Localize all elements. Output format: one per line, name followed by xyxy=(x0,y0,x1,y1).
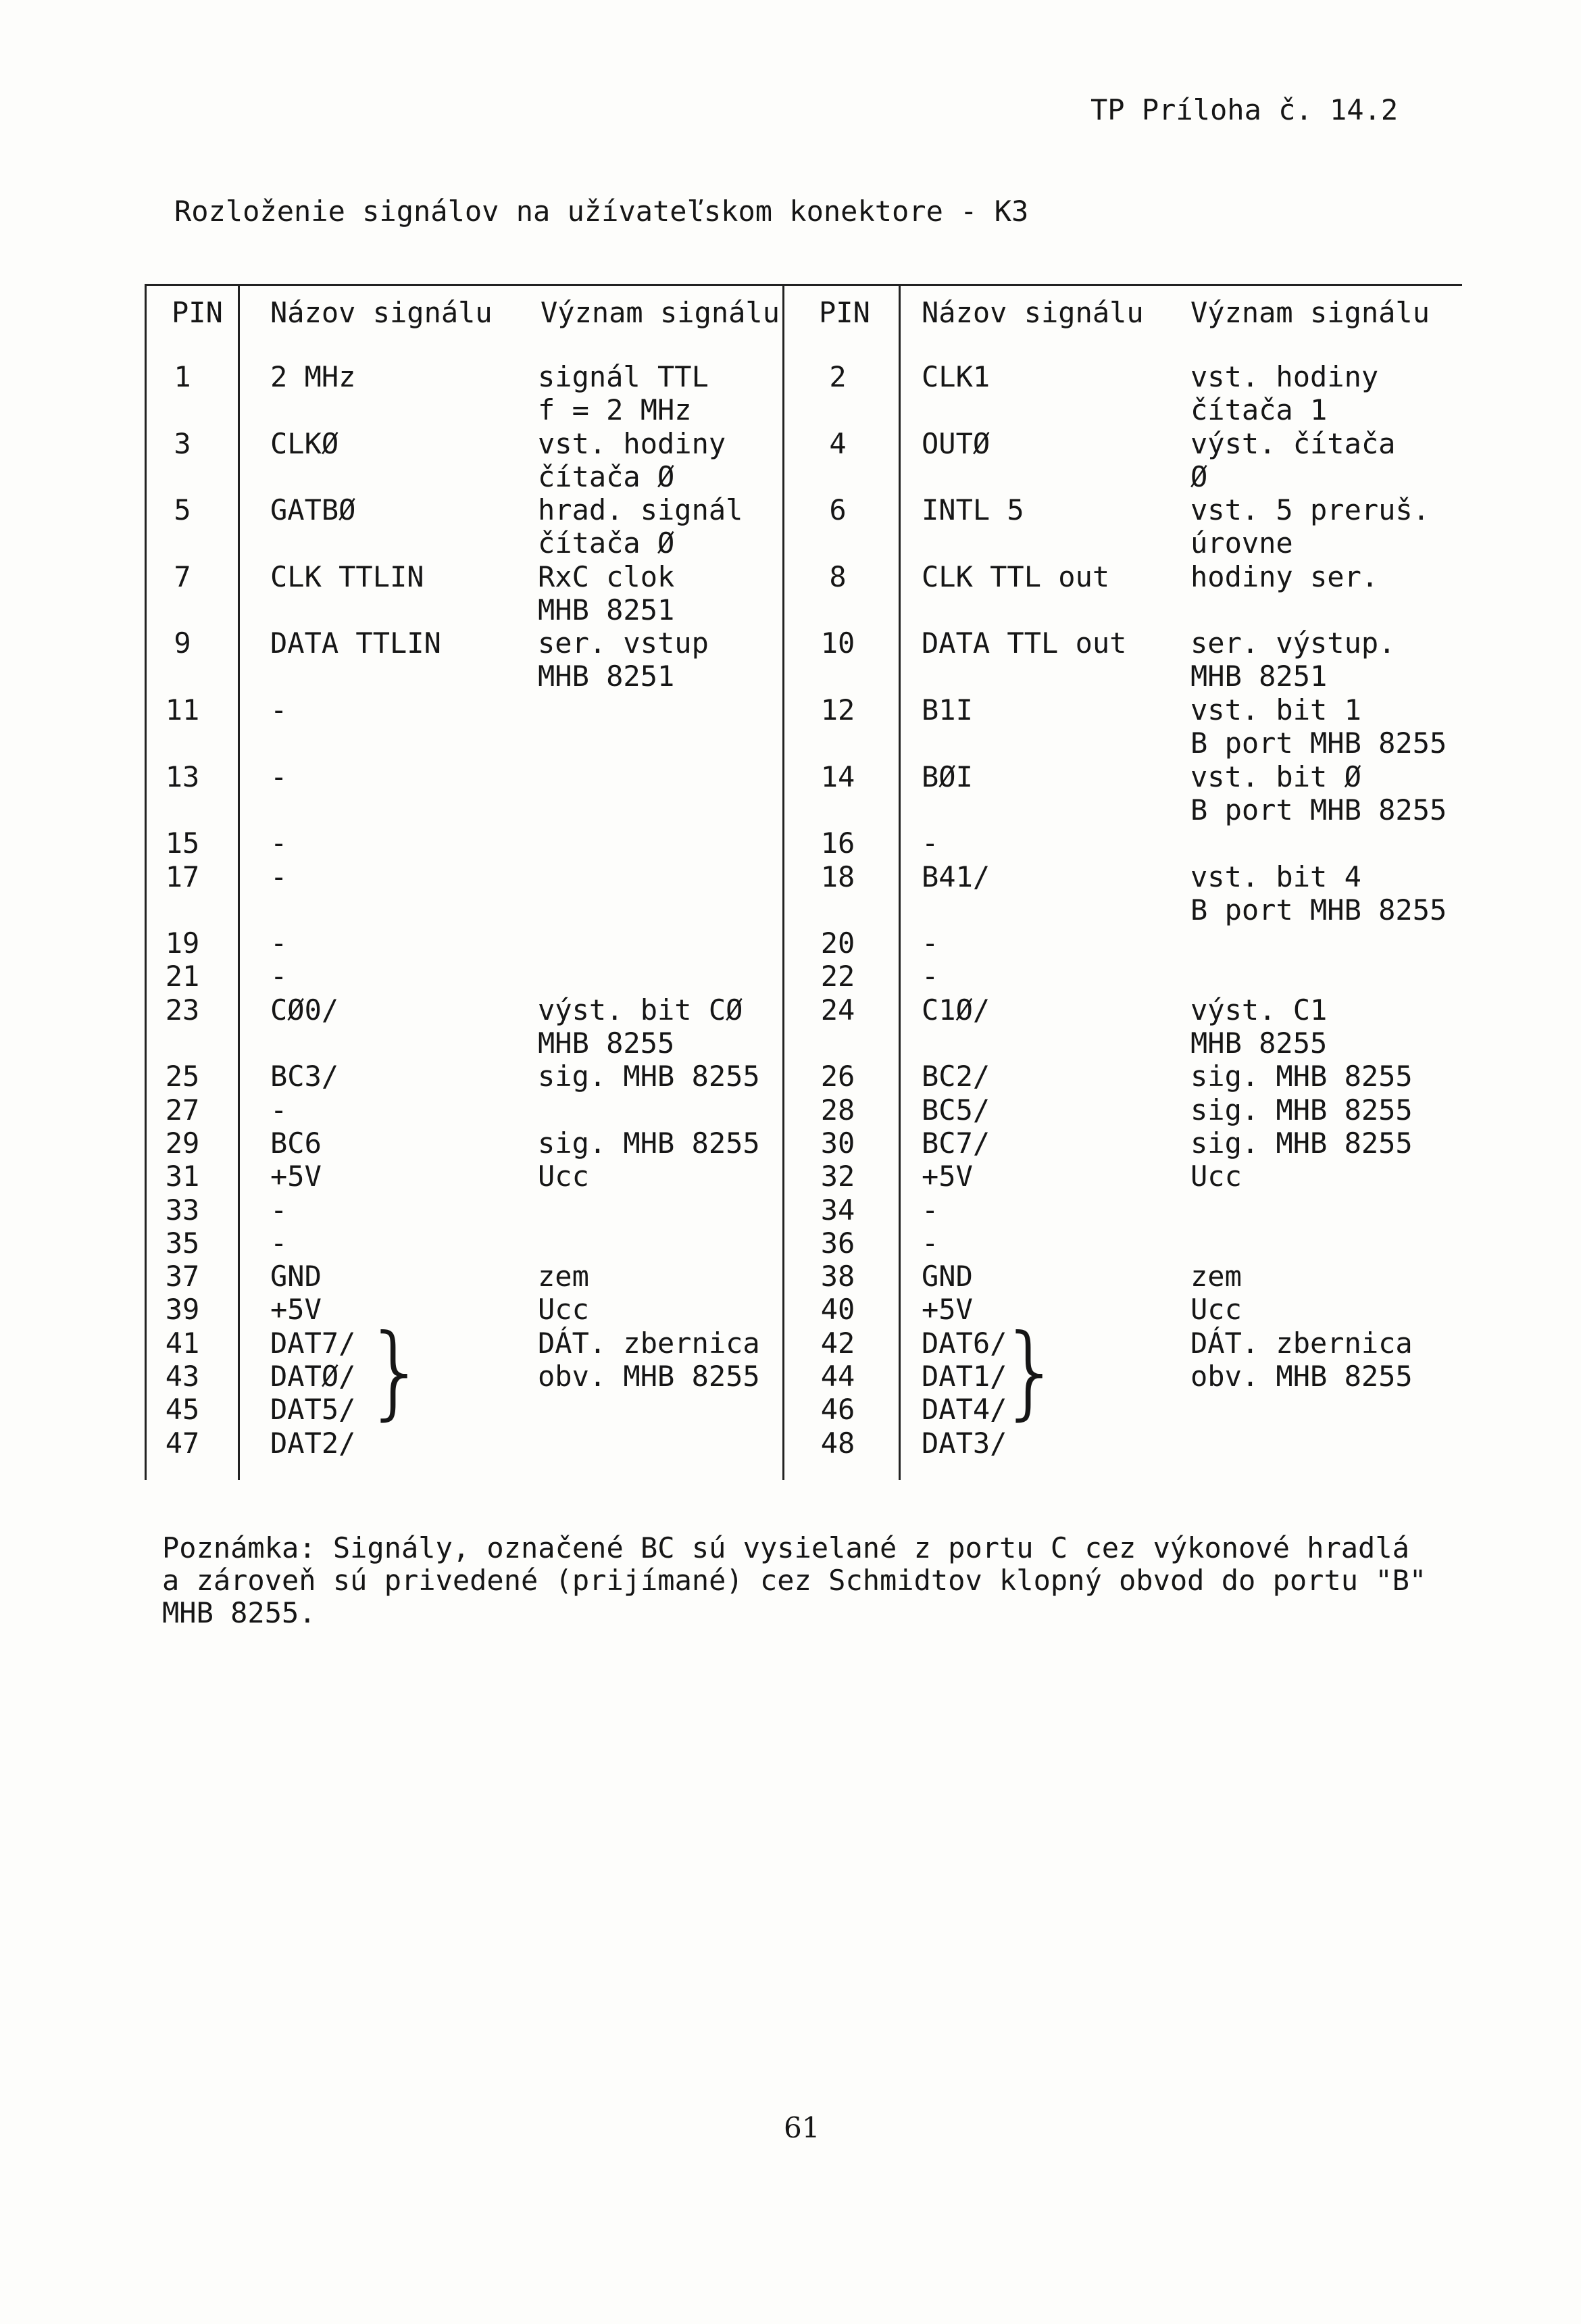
signal-meaning: vst. hodiny xyxy=(538,427,726,460)
pin-number: 6 xyxy=(829,493,847,526)
signal-meaning: B port MHB 8255 xyxy=(1190,726,1447,760)
signal-name: - xyxy=(922,1193,939,1227)
col-header-pin-right: PIN xyxy=(819,296,870,329)
pin-number: 4 xyxy=(829,427,847,460)
pin-number: 30 xyxy=(820,1127,855,1160)
pin-number: 19 xyxy=(165,926,200,960)
signal-name: - xyxy=(270,960,288,993)
pin-number: 45 xyxy=(165,1393,200,1426)
signal-meaning: obv. MHB 8255 xyxy=(1190,1360,1413,1393)
signal-name: - xyxy=(922,1227,939,1260)
signal-name: CLK1 xyxy=(922,360,990,393)
pin-number: 9 xyxy=(174,626,191,660)
pin-number: 16 xyxy=(820,826,855,860)
signal-name: - xyxy=(270,926,288,960)
signal-meaning: DÁT. zbernica xyxy=(1190,1327,1413,1360)
pin-number: 44 xyxy=(820,1360,855,1393)
signal-name: - xyxy=(270,860,288,893)
signal-meaning: výst. C1 xyxy=(1190,993,1328,1027)
col-header-meaning-left: Význam signálu xyxy=(541,296,780,329)
page-number: 61 xyxy=(784,2111,820,2144)
pin-number: 18 xyxy=(820,860,855,893)
footnote-line: Poznámka: Signály, označené BC sú vysielané z portu C cez výkonové hradlá xyxy=(162,1531,1409,1564)
signal-name: DAT7/ xyxy=(270,1327,356,1360)
column-divider xyxy=(899,284,901,1480)
pin-number: 20 xyxy=(820,926,855,960)
signal-name: DATA TTL out xyxy=(922,626,1127,660)
pin-number: 5 xyxy=(174,493,191,526)
signal-name: +5V xyxy=(922,1160,973,1193)
signal-name: DAT5/ xyxy=(270,1393,356,1426)
pin-number: 33 xyxy=(165,1193,200,1227)
signal-name: DAT3/ xyxy=(922,1427,1007,1460)
signal-name: +5V xyxy=(922,1293,973,1326)
pin-number: 2 xyxy=(829,360,847,393)
signal-name: 2 MHz xyxy=(270,360,356,393)
signal-meaning: výst. čítača xyxy=(1190,427,1396,460)
pin-number: 47 xyxy=(165,1427,200,1460)
signal-name: - xyxy=(922,960,939,993)
pin-number: 13 xyxy=(165,760,200,793)
col-header-name-left: Názov signálu xyxy=(270,296,493,329)
signal-name: DAT4/ xyxy=(922,1393,1007,1426)
signal-name: - xyxy=(270,1193,288,1227)
signal-name: - xyxy=(270,693,288,726)
pin-number: 14 xyxy=(820,760,855,793)
column-divider xyxy=(782,284,784,1480)
pin-number: 11 xyxy=(165,693,200,726)
signal-name: BC5/ xyxy=(922,1093,990,1127)
signal-name: B1I xyxy=(922,693,973,726)
signal-meaning: RxC clok xyxy=(538,560,675,593)
signal-meaning: hrad. signál xyxy=(538,493,743,526)
pin-number: 31 xyxy=(165,1160,200,1193)
pin-number: 32 xyxy=(820,1160,855,1193)
signal-name: OUTØ xyxy=(922,427,990,460)
pin-number: 36 xyxy=(820,1227,855,1260)
pin-number: 25 xyxy=(165,1060,200,1093)
signal-meaning: Ucc xyxy=(1190,1160,1242,1193)
signal-name: INTL 5 xyxy=(922,493,1024,526)
pin-number: 17 xyxy=(165,860,200,893)
pin-number: 23 xyxy=(165,993,200,1027)
signal-name: DAT6/ xyxy=(922,1327,1007,1360)
signal-meaning: f = 2 MHz xyxy=(538,393,692,426)
signal-name: - xyxy=(922,826,939,860)
signal-meaning: sig. MHB 8255 xyxy=(1190,1060,1413,1093)
signal-meaning: ser. výstup. xyxy=(1190,626,1396,660)
page-header: TP Príloha č. 14.2 xyxy=(1090,93,1399,126)
signal-name: BC2/ xyxy=(922,1060,990,1093)
brace-right-group: } xyxy=(999,1313,1063,1431)
signal-name: GND xyxy=(270,1260,322,1293)
signal-meaning: čítača 1 xyxy=(1190,393,1328,426)
pin-number: 22 xyxy=(820,960,855,993)
pin-number: 28 xyxy=(820,1093,855,1127)
signal-name: BC3/ xyxy=(270,1060,339,1093)
signal-name: BØI xyxy=(922,760,973,793)
col-header-name-right: Názov signálu xyxy=(922,296,1144,329)
pin-number: 34 xyxy=(820,1193,855,1227)
signal-name: GATBØ xyxy=(270,493,356,526)
signal-name: DATA TTLIN xyxy=(270,626,441,660)
pin-number: 27 xyxy=(165,1093,200,1127)
pin-number: 3 xyxy=(174,427,191,460)
signal-meaning: zem xyxy=(538,1260,589,1293)
pin-number: 7 xyxy=(174,560,191,593)
table-left-rule xyxy=(145,284,147,1480)
signal-name: B41/ xyxy=(922,860,990,893)
signal-name: CLK TTL out xyxy=(922,560,1110,593)
signal-meaning: čítača Ø xyxy=(538,526,675,560)
signal-name: DATØ/ xyxy=(270,1360,356,1393)
signal-meaning: hodiny ser. xyxy=(1190,560,1379,593)
signal-meaning: zem xyxy=(1190,1260,1242,1293)
pin-number: 46 xyxy=(820,1393,855,1426)
col-header-pin-left: PIN xyxy=(172,296,223,329)
pin-number: 48 xyxy=(820,1427,855,1460)
table-top-rule xyxy=(145,284,1462,286)
pin-number: 42 xyxy=(820,1327,855,1360)
signal-name: BC6 xyxy=(270,1127,322,1160)
pin-number: 37 xyxy=(165,1260,200,1293)
signal-name: GND xyxy=(922,1260,973,1293)
signal-meaning: MHB 8251 xyxy=(538,593,675,626)
signal-meaning: DÁT. zbernica xyxy=(538,1327,760,1360)
signal-meaning: vst. bit 1 xyxy=(1190,693,1361,726)
brace-left-group: } xyxy=(363,1313,428,1431)
signal-meaning: vst. hodiny xyxy=(1190,360,1379,393)
signal-meaning: sig. MHB 8255 xyxy=(1190,1093,1413,1127)
pin-number: 10 xyxy=(820,626,855,660)
signal-name: DAT2/ xyxy=(270,1427,356,1460)
signal-meaning: vst. bit Ø xyxy=(1190,760,1361,793)
page-title: Rozloženie signálov na užívateľskom konektore - K3 xyxy=(174,195,1029,228)
pin-number: 40 xyxy=(820,1293,855,1326)
pin-number: 38 xyxy=(820,1260,855,1293)
signal-meaning: Ucc xyxy=(538,1293,589,1326)
signal-name: DAT1/ xyxy=(922,1360,1007,1393)
pin-number: 41 xyxy=(165,1327,200,1360)
signal-meaning: čítača Ø xyxy=(538,460,675,493)
signal-name: BC7/ xyxy=(922,1127,990,1160)
signal-meaning: vst. 5 preruš. xyxy=(1190,493,1430,526)
pin-number: 1 xyxy=(174,360,191,393)
pin-number: 35 xyxy=(165,1227,200,1260)
pin-number: 39 xyxy=(165,1293,200,1326)
footnote-line: a zároveň sú privedené (prijímané) cez Schmidtov klopný obvod do portu "B" xyxy=(162,1564,1427,1597)
pin-number: 26 xyxy=(820,1060,855,1093)
signal-meaning: MHB 8251 xyxy=(538,660,675,693)
column-divider xyxy=(238,284,240,1480)
signal-name: CØ0/ xyxy=(270,993,339,1027)
footnote-line: MHB 8255. xyxy=(162,1596,316,1629)
signal-meaning: B port MHB 8255 xyxy=(1190,893,1447,926)
signal-name: +5V xyxy=(270,1293,322,1326)
pin-number: 24 xyxy=(820,993,855,1027)
signal-meaning: MHB 8255 xyxy=(538,1027,675,1060)
signal-meaning: signál TTL xyxy=(538,360,709,393)
pin-number: 12 xyxy=(820,693,855,726)
signal-name: - xyxy=(270,1093,288,1127)
signal-name: C1Ø/ xyxy=(922,993,990,1027)
signal-name: - xyxy=(922,926,939,960)
signal-meaning: B port MHB 8255 xyxy=(1190,793,1447,826)
signal-meaning: sig. MHB 8255 xyxy=(1190,1127,1413,1160)
signal-meaning: Ø xyxy=(1190,460,1208,493)
pin-number: 8 xyxy=(829,560,847,593)
signal-meaning: Ucc xyxy=(1190,1293,1242,1326)
signal-meaning: Ucc xyxy=(538,1160,589,1193)
signal-meaning: výst. bit CØ xyxy=(538,993,743,1027)
pin-number: 29 xyxy=(165,1127,200,1160)
signal-meaning: ser. vstup xyxy=(538,626,709,660)
signal-meaning: MHB 8251 xyxy=(1190,660,1328,693)
col-header-meaning-right: Význam signálu xyxy=(1190,296,1430,329)
signal-meaning: sig. MHB 8255 xyxy=(538,1127,760,1160)
pin-number: 21 xyxy=(165,960,200,993)
signal-name: - xyxy=(270,826,288,860)
signal-name: CLKØ xyxy=(270,427,339,460)
signal-name: - xyxy=(270,760,288,793)
signal-meaning: sig. MHB 8255 xyxy=(538,1060,760,1093)
signal-meaning: vst. bit 4 xyxy=(1190,860,1361,893)
signal-meaning: MHB 8255 xyxy=(1190,1027,1328,1060)
signal-name: +5V xyxy=(270,1160,322,1193)
signal-meaning: úrovne xyxy=(1190,526,1293,560)
pin-number: 43 xyxy=(165,1360,200,1393)
pin-number: 15 xyxy=(165,826,200,860)
signal-name: CLK TTLIN xyxy=(270,560,424,593)
signal-name: - xyxy=(270,1227,288,1260)
signal-meaning: obv. MHB 8255 xyxy=(538,1360,760,1393)
